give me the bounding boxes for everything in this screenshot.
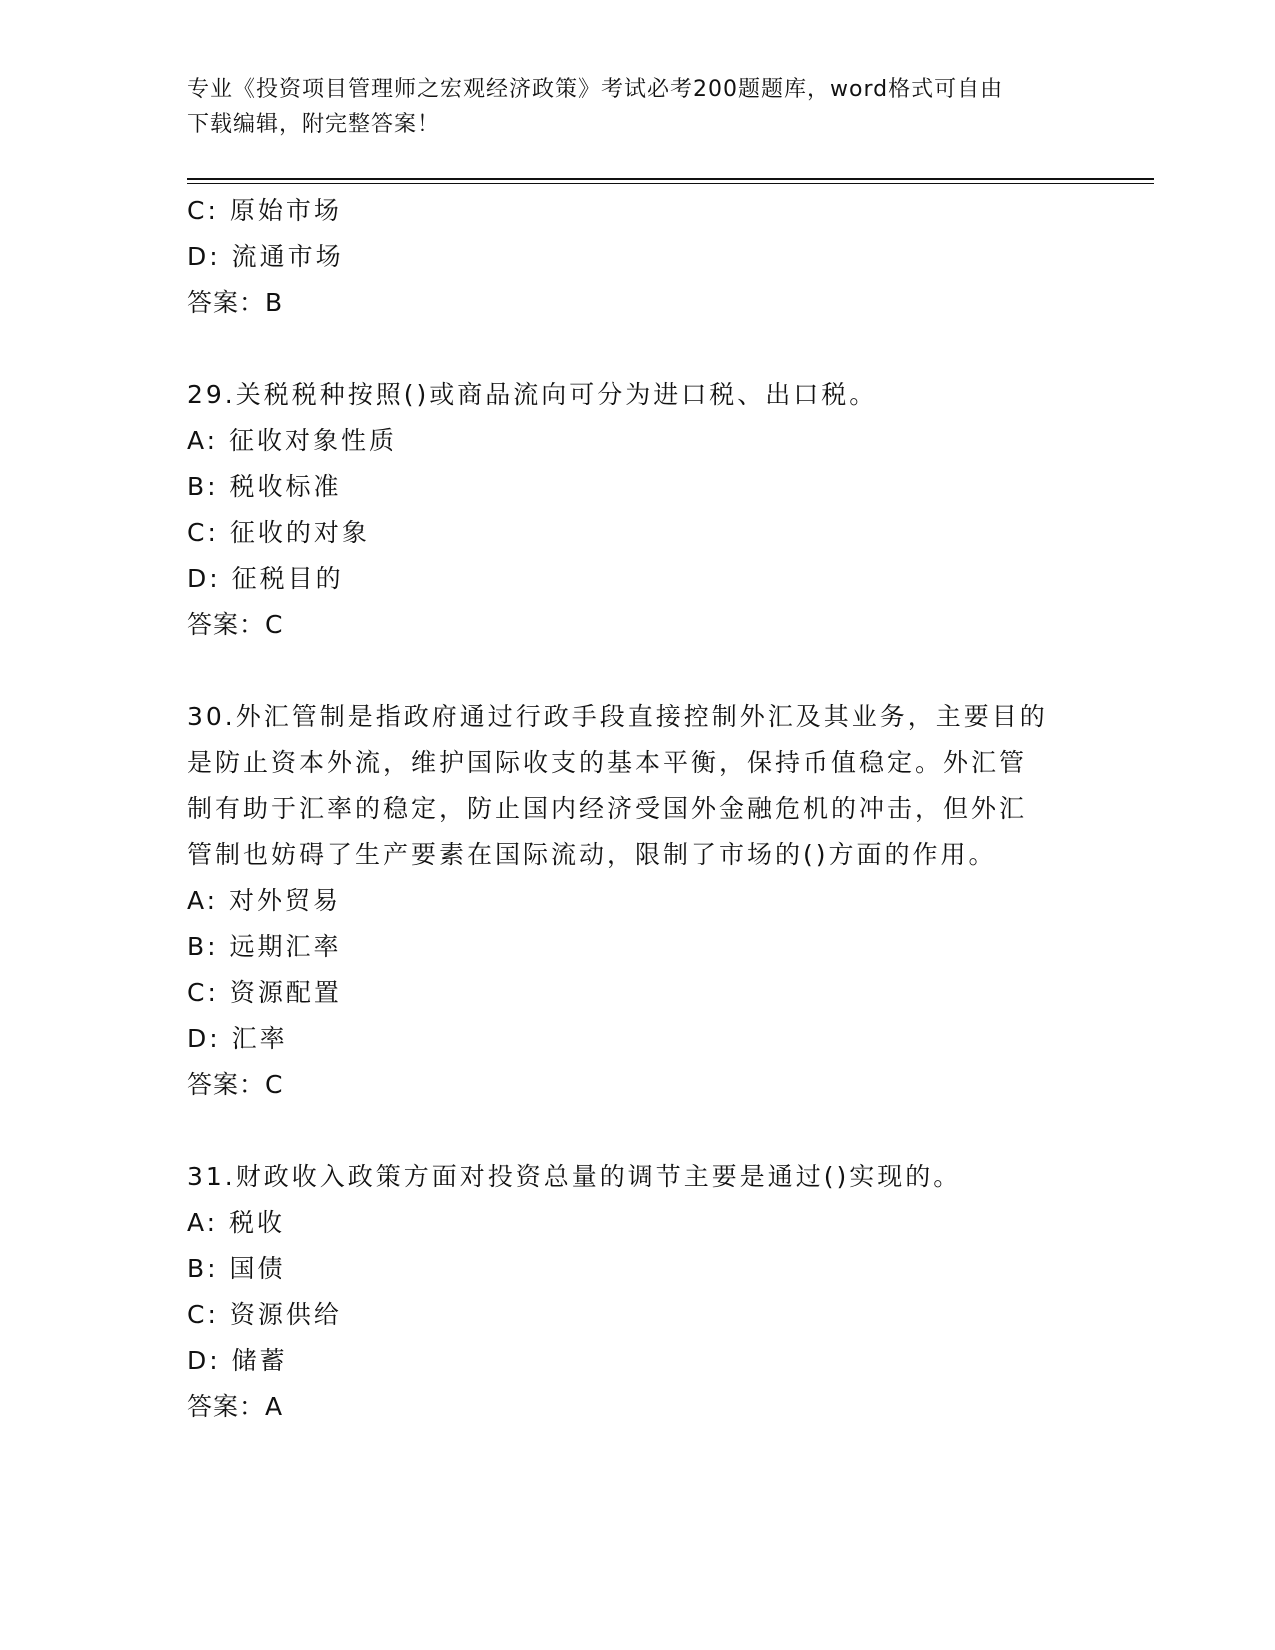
option-c: C: 原始市场: [187, 196, 342, 225]
question-stem-line-1: 30.外汇管制是指政府通过行政手段直接控制外汇及其业务，主要目的: [187, 702, 1048, 731]
option-c: C: 征收的对象: [187, 518, 370, 547]
option-d: D: 征税目的: [187, 564, 344, 593]
prev-question-block: [187, 188, 1087, 326]
header-line-2: 下载编辑，附完整答案！: [187, 112, 441, 137]
header-line-1: 专业《投资项目管理师之宏观经济政策》考试必考200题题库，word格式可自由: [187, 77, 1004, 102]
question-stem: 31.财政收入政策方面对投资总量的调节主要是通过()实现的。: [187, 1162, 962, 1191]
header-divider-thick: [187, 178, 1154, 180]
header-divider-thin: [187, 183, 1154, 184]
spacer: [187, 648, 1087, 694]
answer-line: 答案：A: [187, 1392, 284, 1421]
option-a: A: 征收对象性质: [187, 426, 398, 455]
question-content: [187, 188, 1087, 1430]
question-stem-line-2: 是防止资本外流，维护国际收支的基本平衡，保持币值稳定。外汇管: [187, 748, 1028, 777]
answer-line: 答案：B: [187, 288, 284, 317]
option-d: D: 流通市场: [187, 242, 344, 271]
option-c: C: 资源配置: [187, 978, 342, 1007]
option-b: B: 税收标准: [187, 472, 342, 501]
question-block-30: [187, 694, 1087, 1108]
option-d: D: 汇率: [187, 1024, 288, 1053]
question-stem-line-4: 管制也妨碍了生产要素在国际流动，限制了市场的()方面的作用。: [187, 840, 997, 869]
question-block-29: [187, 372, 1087, 648]
option-d: D: 储蓄: [187, 1346, 288, 1375]
spacer: [187, 326, 1087, 372]
answer-line: 答案：C: [187, 610, 284, 639]
option-b: B: 国债: [187, 1254, 286, 1283]
option-a: A: 对外贸易: [187, 886, 342, 915]
option-c: C: 资源供给: [187, 1300, 342, 1329]
option-a: A: 税收: [187, 1208, 286, 1237]
question-stem-line-3: 制有助于汇率的稳定，防止国内经济受国外金融危机的冲击，但外汇: [187, 794, 1028, 823]
option-b: B: 远期汇率: [187, 932, 342, 961]
answer-line: 答案：C: [187, 1070, 284, 1099]
question-block-31: [187, 1154, 1087, 1430]
question-stem: 29.关税税种按照()或商品流向可分为进口税、出口税。: [187, 380, 878, 409]
document-header: [187, 72, 1087, 142]
spacer: [187, 1108, 1087, 1154]
